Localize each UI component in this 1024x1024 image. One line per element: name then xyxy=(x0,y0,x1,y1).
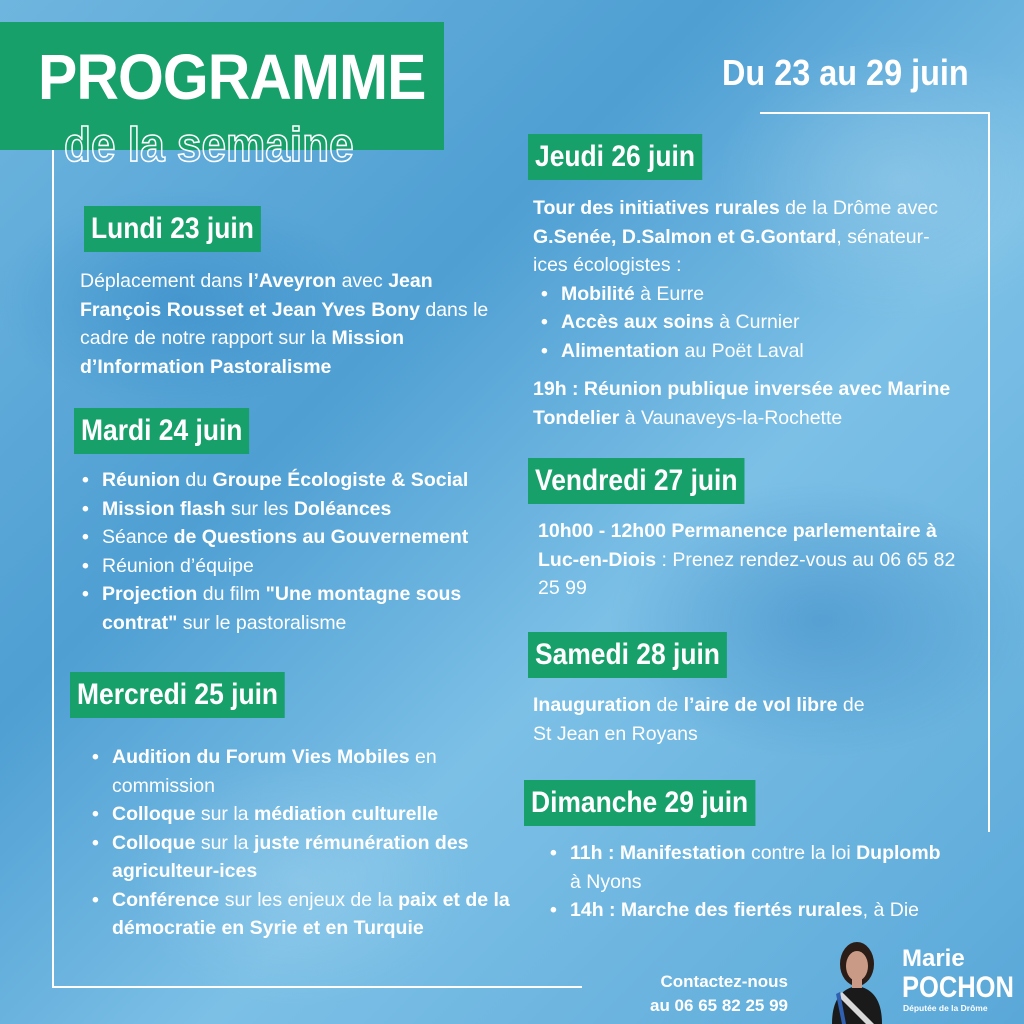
day-label-lundi: Lundi 23 juin xyxy=(84,206,261,252)
text-bold: Duplomb xyxy=(856,842,941,864)
day-label-mardi: Mardi 24 juin xyxy=(74,408,249,454)
text-bold: Mission flash xyxy=(102,497,226,520)
frame-line-right xyxy=(988,112,990,832)
text-run: sur le pastoralisme xyxy=(177,611,347,634)
list-item xyxy=(102,466,524,495)
text-bold: l’Aveyron xyxy=(248,270,337,292)
text-run: avec xyxy=(336,270,389,292)
text-bold: médiation culturelle xyxy=(253,803,439,825)
list-item xyxy=(112,829,514,886)
deputy-role: Députée de la Drôme xyxy=(903,1003,988,1013)
text-run: à Eurre xyxy=(634,282,705,305)
text-bold: Mobilité xyxy=(561,282,635,305)
text-run: à Nyons xyxy=(570,870,642,893)
mercredi-list xyxy=(84,743,514,943)
text-run: , sénateur-ices écologistes : xyxy=(533,225,930,276)
list-item xyxy=(112,886,514,943)
text-run: de la Drôme avec xyxy=(779,197,938,219)
text-run: sur les enjeux de la xyxy=(219,888,399,911)
text-run: à Curnier xyxy=(713,311,800,333)
text-run: de St Jean en Royans xyxy=(533,694,865,745)
frame-line-bottom xyxy=(52,986,582,988)
dimanche-list xyxy=(542,839,942,925)
contact-info xyxy=(650,970,788,1018)
text-run: , à Die xyxy=(862,899,919,921)
mardi-list xyxy=(74,466,524,637)
deputy-portrait xyxy=(818,932,896,1024)
text-bold: Doléances xyxy=(293,497,392,520)
text-bold: de Questions au Gouvernement xyxy=(173,526,469,548)
frame-line-top xyxy=(760,112,990,114)
text-bold: Audition du Forum Vies Mobiles xyxy=(112,746,410,768)
frame-line-left xyxy=(52,150,54,988)
first-name: Marie xyxy=(902,945,965,972)
text-run: Séance xyxy=(102,526,174,548)
day-content-mercredi xyxy=(84,743,514,943)
day-content-mardi xyxy=(74,466,524,637)
text-bold: 14h : Marche des fiertés rurales xyxy=(570,899,863,921)
list-item xyxy=(570,896,942,925)
text-bold: l’aire de vol libre xyxy=(683,694,838,716)
list-item xyxy=(561,337,963,366)
text-bold: "Une montagne sous contrat" xyxy=(102,583,462,634)
list-item xyxy=(102,552,524,581)
day-content-vendredi xyxy=(538,517,968,603)
text-bold: Colloque xyxy=(112,803,196,825)
text-run: du film xyxy=(197,583,266,605)
text-run: en commission xyxy=(112,746,437,797)
text-bold: juste rémunération des agriculteur-ices xyxy=(112,831,469,882)
text-run: sur les xyxy=(225,497,294,520)
list-item xyxy=(112,800,514,829)
text-bold: Groupe Écologiste & Social xyxy=(212,469,469,491)
text-bold: Colloque xyxy=(112,831,196,854)
text-bold: 19h : Réunion publique inversée avec Marine Tondelier xyxy=(533,378,951,429)
jeudi-evening xyxy=(533,375,963,432)
jeudi-list xyxy=(533,280,963,366)
text-run: du xyxy=(180,469,213,491)
vendredi-text xyxy=(538,517,968,603)
date-range: Du 23 au 29 juin xyxy=(722,52,969,93)
list-item xyxy=(112,743,514,800)
samedi-text xyxy=(533,691,873,748)
text-run: de xyxy=(651,694,684,716)
list-item xyxy=(102,523,524,552)
day-content-jeudi xyxy=(533,194,963,432)
text-bold: Alimentation xyxy=(561,339,680,362)
day-label-dimanche: Dimanche 29 juin xyxy=(524,780,755,826)
day-content-lundi xyxy=(80,267,500,381)
text-bold: Réunion xyxy=(102,469,180,491)
text-bold: 10h00 - 12h00 Permanence parlementaire à Luc-en-Diois xyxy=(538,520,937,571)
list-item xyxy=(102,495,524,524)
list-item xyxy=(561,308,963,337)
lundi-text xyxy=(80,267,500,381)
text-run: dans le cadre de notre rapport sur la xyxy=(80,298,489,349)
text-run: sur la xyxy=(195,803,254,825)
text-run: à Vaunaveys-la-Rochette xyxy=(619,406,843,429)
contact-line-1: Contactez-nous xyxy=(660,972,789,991)
jeudi-intro xyxy=(533,194,963,280)
text-bold: Jean François Rousset et Jean Yves Bony xyxy=(80,270,433,321)
text-bold: G.Senée, D.Salmon et G.Gontard xyxy=(533,225,837,248)
text-run: sur la xyxy=(195,831,254,854)
contact-line-2: au 06 65 82 25 99 xyxy=(650,996,789,1015)
text-bold: Projection xyxy=(102,583,198,605)
text-bold: Conférence xyxy=(112,888,220,911)
page-subtitle: de la semaine xyxy=(64,119,354,172)
text-bold: paix et de la démocratie en Syrie et en Turquie xyxy=(112,888,510,939)
list-item xyxy=(102,580,524,637)
last-name: POCHON xyxy=(902,971,1014,1004)
text-bold: Mission d’Information Pastoralisme xyxy=(80,327,405,378)
text-run: au Poët Laval xyxy=(679,339,804,362)
text-bold: 11h : Manifestation xyxy=(570,842,746,864)
day-label-samedi: Samedi 28 juin xyxy=(528,632,727,678)
signature-name xyxy=(902,945,1024,1004)
text-bold: Accès aux soins xyxy=(561,311,714,333)
day-content-dimanche xyxy=(542,839,942,925)
text-run: : Prenez rendez-vous au 06 65 82 25 99 xyxy=(538,548,956,599)
list-item xyxy=(561,280,963,309)
page-title: PROGRAMME xyxy=(38,41,426,113)
day-content-samedi xyxy=(533,691,873,748)
text-bold: Inauguration xyxy=(533,694,652,716)
text-run: Déplacement dans xyxy=(80,270,249,292)
text-run: Réunion d’équipe xyxy=(102,554,254,577)
text-bold: Tour des initiatives rurales xyxy=(533,197,780,219)
day-label-jeudi: Jeudi 26 juin xyxy=(528,134,702,180)
day-label-vendredi: Vendredi 27 juin xyxy=(528,458,745,504)
day-label-mercredi: Mercredi 25 juin xyxy=(70,672,285,718)
text-run: contre la loi xyxy=(745,842,857,864)
list-item xyxy=(570,839,942,896)
